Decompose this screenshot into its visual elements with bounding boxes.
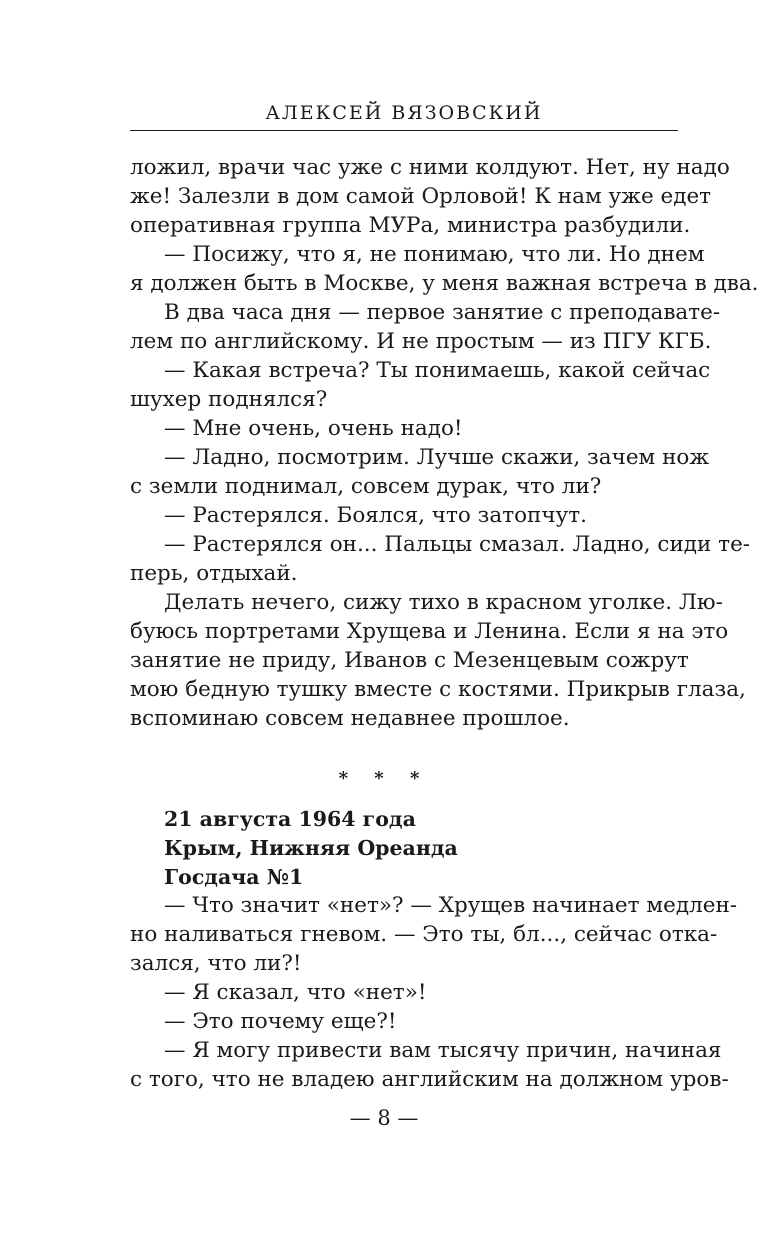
text-line: буюсь портретами Хрущева и Ленина. Если я на это	[130, 619, 729, 644]
text-line: с того, что не владею английским на должном уров-	[130, 1067, 729, 1092]
header-rule	[130, 130, 678, 131]
text-line: с земли поднимал, совсем дурак, что ли?	[130, 474, 602, 499]
text-line: — Мне очень, очень надо!	[164, 416, 463, 441]
text-line: шухер поднялся?	[130, 387, 328, 412]
scene-heading-location: Госдача №1	[164, 865, 304, 889]
text-line: занятие не приду, Иванов с Мезенцевым сожрут	[130, 648, 689, 673]
running-header-author: АЛЕКСЕЙ ВЯЗОВСКИЙ	[265, 102, 543, 124]
text-line: зался, что ли?!	[130, 951, 302, 976]
text-line: Делать нечего, сижу тихо в красном уголке. Лю-	[164, 590, 723, 615]
text-line: — Растерялся он... Пальцы смазал. Ладно, сиди те-	[164, 532, 751, 557]
scene-heading-date: 21 августа 1964 года	[164, 807, 416, 831]
text-line: я должен быть в Москве, у меня важная встреча в два.	[130, 271, 759, 296]
text-line: но наливаться гневом. — Это ты, бл..., сейчас отка-	[130, 922, 718, 947]
text-line: — Это почему еще?!	[164, 1009, 397, 1034]
page-number: — 8 —	[349, 1106, 419, 1130]
text-line: — Какая встреча? Ты понимаешь, какой сейчас	[164, 358, 711, 383]
text-line: — Посижу, что я, не понимаю, что ли. Но днем	[164, 242, 705, 267]
text-line: — Что значит «нет»? — Хрущев начинает медлен-	[164, 893, 738, 918]
text-line: ложил, врачи час уже с ними колдуют. Нет, ну надо	[130, 155, 730, 180]
text-line: лем по английскому. И не простым — из ПГУ КГБ.	[130, 329, 712, 354]
scene-heading-place: Крым, Нижняя Ореанда	[164, 836, 458, 860]
text-line: В два часа дня — первое занятие с преподавате-	[164, 300, 721, 325]
text-line: перь, отдыхай.	[130, 561, 298, 586]
text-line: — Растерялся. Боялся, что затопчут.	[164, 503, 587, 528]
text-line: — Ладно, посмотрим. Лучше скажи, зачем нож	[164, 445, 710, 470]
text-line: оперативная группа МУРа, министра разбудили.	[130, 213, 691, 238]
text-line: вспоминаю совсем недавнее прошлое.	[130, 706, 570, 731]
text-line: же! Залезли в дом самой Орловой! К нам уже едет	[130, 184, 712, 209]
text-line: — Я сказал, что «нет»!	[164, 980, 427, 1005]
text-line: мою бедную тушку вместе с костями. Прикрыв глаза,	[130, 677, 746, 702]
scene-separator: * * *	[338, 768, 430, 789]
text-line: — Я могу привести вам тысячу причин, начиная	[164, 1038, 722, 1063]
